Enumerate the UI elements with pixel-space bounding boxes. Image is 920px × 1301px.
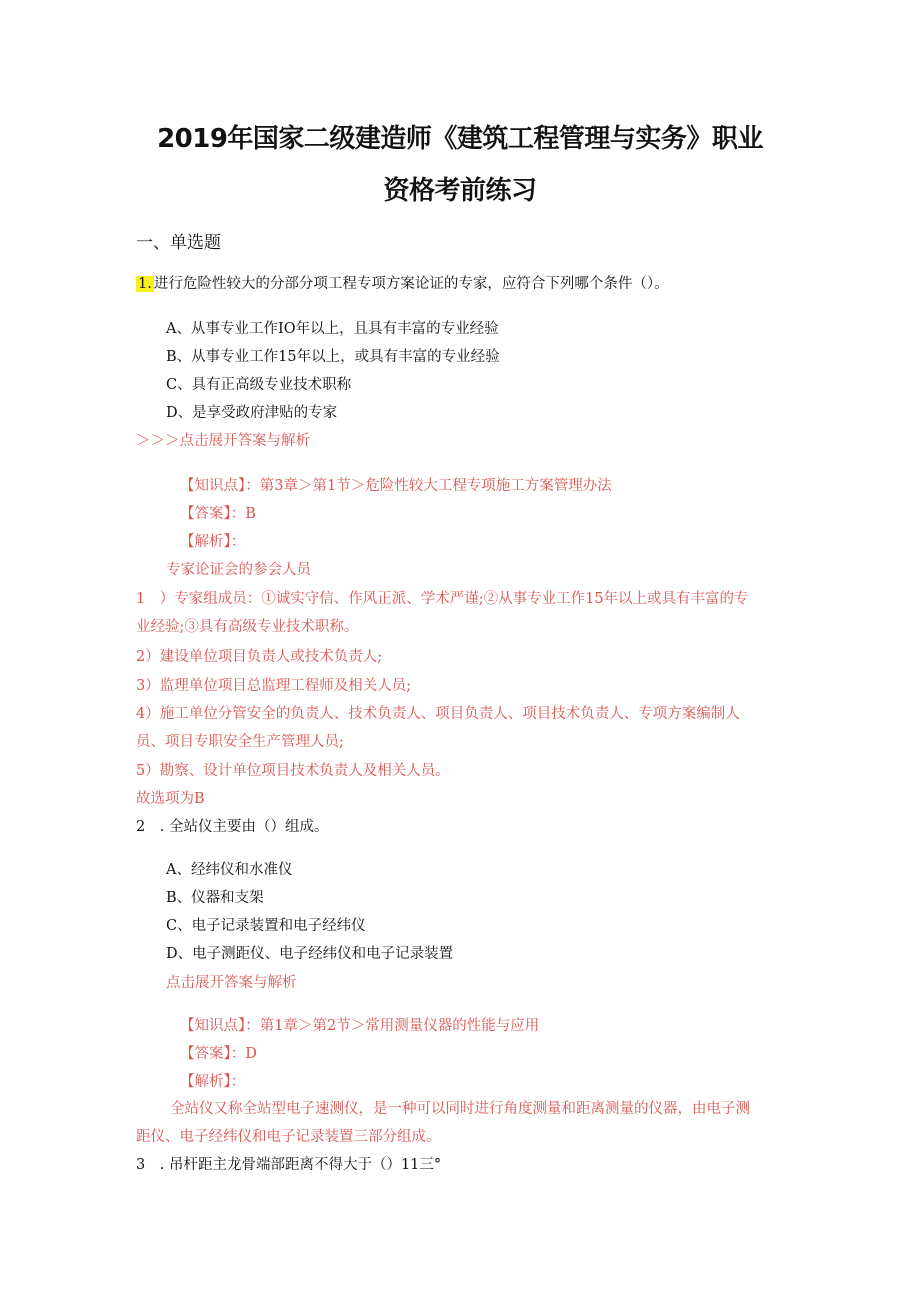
q1-analysis-line: 员、项目专职安全生产管理人员; (136, 734, 344, 750)
q1-option-a: A、从事专业工作IO年以上，且具有丰富的专业经验 (166, 321, 499, 337)
q1-answer: 【答案】：B (180, 506, 256, 522)
q1-option-c: C、具有正高级专业技术职称 (166, 377, 352, 393)
q2-expand-answer-link[interactable]: 点击展开答案与解析 (166, 975, 297, 991)
q1-analysis-line: 专家论证会的参会人员 (166, 562, 311, 578)
question-1 (136, 272, 669, 293)
q1-analysis-line: 业经验;③具有高级专业技术职称。 (136, 619, 359, 635)
q2-analysis-label: 【解析】： (180, 1074, 246, 1090)
q2-analysis-line: 全站仪又称全站型电子速测仪，是一种可以同时进行角度测量和距离测量的仪器，由电子测 (170, 1101, 750, 1117)
q1-expand-answer-link[interactable]: ＞＞＞点击展开答案与解析 (136, 433, 310, 449)
document-title-line2: 资格考前练习 (383, 176, 537, 206)
question-2: 2 . 全站仪主要由（）组成。 (136, 819, 329, 835)
document-title-line1: 2019年国家二级建造师《建筑工程管理与实务》职业 (157, 124, 763, 154)
q1-analysis-line: 3）监理单位项目总监理工程师及相关人员; (136, 678, 412, 694)
q2-answer: 【答案】：D (180, 1046, 257, 1062)
q1-conclusion: 故选项为B (136, 791, 205, 807)
q2-option-b: B、仪器和支架 (166, 890, 264, 906)
q2-analysis-line: 距仪、电子经纬仪和电子记录装置三部分组成。 (136, 1129, 441, 1145)
q1-analysis-line: 4）施工单位分管安全的负责人、技术负责人、项目负责人、项目技术负责人、专项方案编制人 (136, 706, 740, 722)
q1-analysis-label: 【解析】： (180, 534, 246, 550)
question-1-text: 进行危险性较大的分部分项工程专项方案论证的专家，应符合下列哪个条件（）。 (153, 276, 669, 292)
q1-analysis-line: 5）勘察、设计单位项目技术负责人及相关人员。 (136, 763, 450, 779)
q1-knowledge-point: 【知识点】：第3章＞第1节＞危险性较大工程专项施工方案管理办法 (180, 478, 612, 494)
question-number-highlight: 1. (138, 276, 152, 292)
q1-analysis-line: 1 ）专家组成员：①诚实守信、作风正派、学术严谨;②从事专业工作15年以上或具有丰富的专 (136, 591, 749, 607)
q1-analysis-line: 2）建设单位项目负责人或技术负责人; (136, 649, 383, 665)
q2-knowledge-point: 【知识点】：第1章＞第2节＞常用测量仪器的性能与应用 (180, 1018, 540, 1034)
q1-option-d: D、是享受政府津贴的专家 (166, 405, 338, 421)
section-heading: 一、单选题 (136, 233, 221, 253)
question-3: 3 . 吊杆距主龙骨端部距离不得大于（）11三° (136, 1157, 442, 1173)
q2-option-c: C、电子记录装置和电子经纬仪 (166, 918, 366, 934)
q2-option-a: A、经纬仪和水准仪 (166, 862, 293, 878)
q2-option-d: D、电子测距仪、电子经纬仪和电子记录装置 (166, 946, 454, 962)
q1-option-b: B、从事专业工作15年以上，或具有丰富的专业经验 (166, 349, 500, 365)
